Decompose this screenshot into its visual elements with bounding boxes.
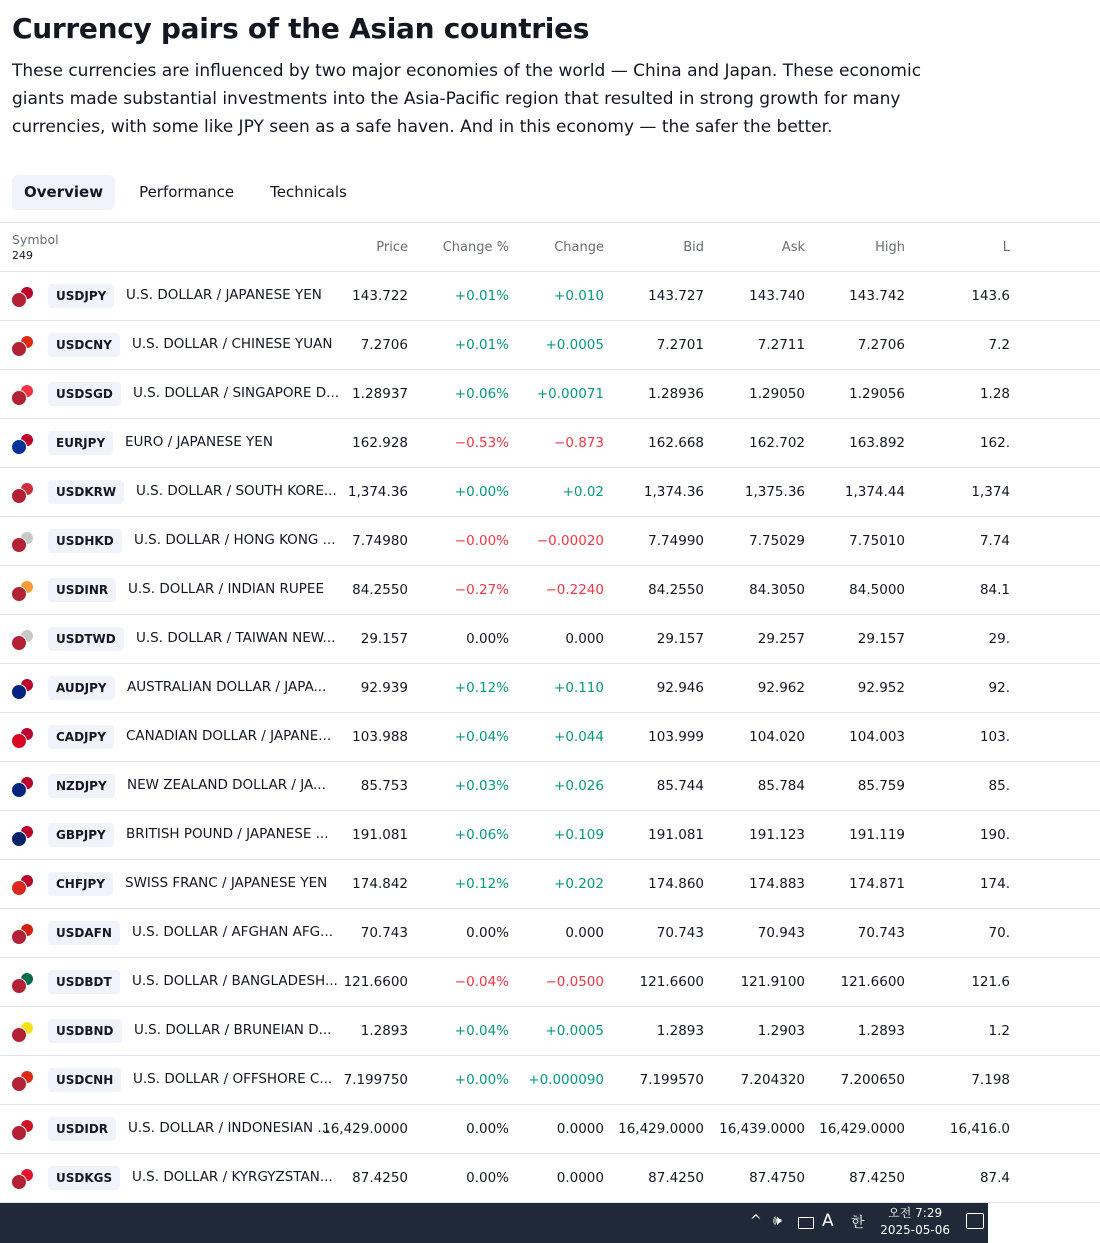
windows-taskbar bbox=[0, 1203, 988, 1243]
ask-cell: 92.962 bbox=[757, 680, 805, 696]
ask-cell: 85.784 bbox=[757, 778, 805, 794]
tab-technicals[interactable]: Technicals bbox=[270, 183, 347, 201]
price-cell: 121.6600 bbox=[343, 974, 408, 990]
currency-flags bbox=[11, 1021, 37, 1043]
column-header-low[interactable]: L bbox=[1002, 240, 1010, 255]
table-row[interactable] bbox=[0, 370, 1100, 419]
high-cell: 85.759 bbox=[857, 778, 905, 794]
ask-cell: 104.020 bbox=[749, 729, 805, 745]
change-pct-cell: −0.27% bbox=[454, 582, 509, 598]
pair-description[interactable]: CANADIAN DOLLAR / JAPANE... bbox=[126, 728, 332, 744]
high-cell: 70.743 bbox=[857, 925, 905, 941]
currency-flags bbox=[11, 1119, 37, 1141]
high-cell: 1,374.44 bbox=[844, 484, 905, 500]
low-cell: 84.1 bbox=[979, 582, 1010, 598]
pair-description[interactable]: U.S. DOLLAR / HONG KONG ... bbox=[134, 532, 336, 548]
pair-description[interactable]: U.S. DOLLAR / SOUTH KORE... bbox=[136, 483, 337, 499]
high-cell: 92.952 bbox=[857, 680, 905, 696]
change-cell: 0.000 bbox=[565, 925, 604, 941]
base-currency-flag-icon bbox=[11, 390, 27, 406]
base-currency-flag-icon bbox=[11, 537, 27, 553]
bid-cell: 7.2701 bbox=[656, 337, 704, 353]
high-cell: 191.119 bbox=[849, 827, 905, 843]
price-cell: 1.2893 bbox=[360, 1023, 408, 1039]
ask-cell: 7.75029 bbox=[749, 533, 805, 549]
currency-table bbox=[0, 222, 1010, 1203]
base-currency-flag-icon bbox=[11, 978, 27, 994]
low-cell: 7.74 bbox=[979, 533, 1010, 549]
table-row[interactable] bbox=[0, 958, 1100, 1007]
ticker-badge[interactable]: USDSGD bbox=[48, 382, 121, 406]
low-cell: 162. bbox=[979, 435, 1010, 451]
change-cell: +0.000090 bbox=[528, 1072, 604, 1088]
ticker-badge[interactable]: USDIDR bbox=[48, 1117, 116, 1141]
ask-cell: 1.2903 bbox=[757, 1023, 805, 1039]
ticker-badge[interactable]: USDKRW bbox=[48, 480, 124, 504]
bid-cell: 92.946 bbox=[656, 680, 704, 696]
tab-performance[interactable]: Performance bbox=[139, 183, 235, 201]
table-row[interactable] bbox=[0, 1105, 1100, 1154]
pair-description[interactable]: U.S. DOLLAR / SINGAPORE D... bbox=[133, 385, 340, 401]
volume-icon[interactable]: 🕪 bbox=[773, 1213, 782, 1229]
currency-flags bbox=[11, 286, 37, 308]
pair-description[interactable]: U.S. DOLLAR / KYRGYZSTAN... bbox=[132, 1169, 333, 1185]
change-cell: +0.0005 bbox=[545, 337, 604, 353]
ask-cell: 7.2711 bbox=[757, 337, 805, 353]
high-cell: 7.2706 bbox=[857, 337, 905, 353]
change-pct-cell: +0.12% bbox=[454, 680, 509, 696]
change-pct-cell: +0.01% bbox=[454, 337, 509, 353]
ticker-badge[interactable]: CHFJPY bbox=[48, 872, 113, 896]
ticker-badge[interactable]: CADJPY bbox=[48, 725, 114, 749]
change-pct-cell: −0.00% bbox=[454, 533, 509, 549]
price-cell: 92.939 bbox=[360, 680, 408, 696]
ticker-badge[interactable]: GBPJPY bbox=[48, 823, 114, 847]
price-cell: 7.2706 bbox=[360, 337, 408, 353]
currency-flags bbox=[11, 972, 37, 994]
low-cell: 121.6 bbox=[971, 974, 1010, 990]
low-cell: 174. bbox=[979, 876, 1010, 892]
currency-flags bbox=[11, 531, 37, 553]
change-cell: −0.2240 bbox=[545, 582, 604, 598]
low-cell: 7.198 bbox=[971, 1072, 1010, 1088]
ask-cell: 16,439.0000 bbox=[719, 1121, 805, 1137]
price-cell: 85.753 bbox=[360, 778, 408, 794]
notification-icon[interactable] bbox=[966, 1213, 984, 1229]
bid-cell: 1,374.36 bbox=[643, 484, 704, 500]
change-cell: +0.02 bbox=[562, 484, 604, 500]
change-cell: 0.0000 bbox=[556, 1121, 604, 1137]
high-cell: 7.200650 bbox=[840, 1072, 905, 1088]
price-cell: 16,429.0000 bbox=[322, 1121, 408, 1137]
column-header-ask[interactable]: Ask bbox=[781, 240, 805, 255]
price-cell: 1,374.36 bbox=[347, 484, 408, 500]
change-cell: +0.110 bbox=[554, 680, 604, 696]
table-row[interactable] bbox=[0, 713, 1100, 762]
table-row[interactable] bbox=[0, 664, 1100, 713]
pair-description[interactable]: EURO / JAPANESE YEN bbox=[125, 434, 273, 450]
base-currency-flag-icon bbox=[11, 1027, 27, 1043]
currency-flags bbox=[11, 874, 37, 896]
high-cell: 16,429.0000 bbox=[819, 1121, 905, 1137]
currency-flags bbox=[11, 727, 37, 749]
base-currency-flag-icon bbox=[11, 880, 27, 896]
ticker-badge[interactable]: NZDJPY bbox=[48, 774, 115, 798]
base-currency-flag-icon bbox=[11, 684, 27, 700]
bid-cell: 191.081 bbox=[648, 827, 704, 843]
table-row[interactable] bbox=[0, 811, 1100, 860]
bid-cell: 85.744 bbox=[656, 778, 704, 794]
change-cell: −0.00020 bbox=[536, 533, 604, 549]
change-cell: +0.010 bbox=[554, 288, 604, 304]
ask-cell: 143.740 bbox=[749, 288, 805, 304]
symbol-count: 249 bbox=[12, 249, 33, 262]
pair-description[interactable]: U.S. DOLLAR / AFGHAN AFG... bbox=[132, 924, 334, 940]
pair-description[interactable]: NEW ZEALAND DOLLAR / JA... bbox=[127, 777, 326, 793]
bid-cell: 7.199570 bbox=[639, 1072, 704, 1088]
change-pct-cell: +0.03% bbox=[454, 778, 509, 794]
pair-description[interactable]: U.S. DOLLAR / BANGLADESH... bbox=[132, 973, 338, 989]
table-row[interactable] bbox=[0, 762, 1100, 811]
change-cell: +0.026 bbox=[554, 778, 604, 794]
ask-cell: 162.702 bbox=[749, 435, 805, 451]
bid-cell: 1.2893 bbox=[656, 1023, 704, 1039]
ask-cell: 1,375.36 bbox=[744, 484, 805, 500]
ask-cell: 84.3050 bbox=[749, 582, 805, 598]
low-cell: 16,416.0 bbox=[949, 1121, 1010, 1137]
price-cell: 87.4250 bbox=[352, 1170, 408, 1186]
low-cell: 70. bbox=[988, 925, 1010, 941]
pair-description[interactable]: BRITISH POUND / JAPANESE ... bbox=[126, 826, 329, 842]
show-hidden-icons-chevron-icon[interactable]: ^ bbox=[750, 1213, 762, 1229]
tab-overview[interactable]: Overview bbox=[12, 175, 115, 210]
bid-cell: 70.743 bbox=[656, 925, 704, 941]
base-currency-flag-icon bbox=[11, 929, 27, 945]
currency-flags bbox=[11, 825, 37, 847]
base-currency-flag-icon bbox=[11, 635, 27, 651]
currency-flags bbox=[11, 678, 37, 700]
bid-cell: 84.2550 bbox=[648, 582, 704, 598]
table-row[interactable] bbox=[0, 517, 1100, 566]
base-currency-flag-icon bbox=[11, 1174, 27, 1190]
ticker-badge[interactable]: USDBDT bbox=[48, 970, 120, 994]
price-cell: 143.722 bbox=[352, 288, 408, 304]
column-header-high[interactable]: High bbox=[875, 240, 905, 255]
pair-description[interactable]: SWISS FRANC / JAPANESE YEN bbox=[125, 875, 328, 891]
ticker-badge[interactable]: USDINR bbox=[48, 578, 116, 602]
price-cell: 84.2550 bbox=[352, 582, 408, 598]
price-cell: 7.199750 bbox=[343, 1072, 408, 1088]
low-cell: 1.2 bbox=[988, 1023, 1010, 1039]
ask-cell: 70.943 bbox=[757, 925, 805, 941]
ticker-badge[interactable]: USDCNY bbox=[48, 333, 120, 357]
base-currency-flag-icon bbox=[11, 439, 27, 455]
high-cell: 84.5000 bbox=[849, 582, 905, 598]
table-header bbox=[0, 222, 1100, 272]
price-cell: 191.081 bbox=[352, 827, 408, 843]
column-header-bid[interactable]: Bid bbox=[683, 240, 704, 255]
bid-cell: 7.74990 bbox=[648, 533, 704, 549]
base-currency-flag-icon bbox=[11, 1076, 27, 1092]
pair-description[interactable]: U.S. DOLLAR / BRUNEIAN D... bbox=[134, 1022, 332, 1038]
bid-cell: 1.28936 bbox=[648, 386, 704, 402]
change-pct-cell: +0.06% bbox=[454, 827, 509, 843]
pair-description[interactable]: U.S. DOLLAR / OFFSHORE C... bbox=[133, 1071, 333, 1087]
change-pct-cell: −0.53% bbox=[454, 435, 509, 451]
high-cell: 174.871 bbox=[849, 876, 905, 892]
currency-flags bbox=[11, 433, 37, 455]
ticker-badge[interactable]: AUDJPY bbox=[48, 676, 115, 700]
table-row[interactable] bbox=[0, 615, 1100, 664]
pair-description[interactable]: U.S. DOLLAR / JAPANESE YEN bbox=[126, 287, 322, 303]
table-row[interactable] bbox=[0, 566, 1100, 615]
ask-cell: 191.123 bbox=[749, 827, 805, 843]
ask-cell: 174.883 bbox=[749, 876, 805, 892]
currency-flags bbox=[11, 482, 37, 504]
low-cell: 85. bbox=[988, 778, 1010, 794]
change-pct-cell: 0.00% bbox=[466, 925, 509, 941]
change-cell: +0.044 bbox=[554, 729, 604, 745]
low-cell: 29. bbox=[988, 631, 1010, 647]
table-row[interactable] bbox=[0, 272, 1100, 321]
ticker-badge[interactable]: USDBND bbox=[48, 1019, 122, 1043]
page-title: Currency pairs of the Asian countries bbox=[12, 12, 590, 45]
high-cell: 1.29056 bbox=[849, 386, 905, 402]
clock-date: 2025-05-06 bbox=[880, 1223, 950, 1237]
price-cell: 103.988 bbox=[352, 729, 408, 745]
column-header-symbol[interactable]: Symbol bbox=[12, 232, 59, 247]
pair-description[interactable]: U.S. DOLLAR / INDIAN RUPEE bbox=[128, 581, 324, 597]
change-cell: +0.109 bbox=[554, 827, 604, 843]
ticker-badge[interactable]: EURJPY bbox=[48, 431, 113, 455]
bid-cell: 174.860 bbox=[648, 876, 704, 892]
high-cell: 7.75010 bbox=[849, 533, 905, 549]
bid-cell: 16,429.0000 bbox=[618, 1121, 704, 1137]
change-pct-cell: +0.00% bbox=[454, 1072, 509, 1088]
change-cell: −0.873 bbox=[554, 435, 604, 451]
table-row[interactable] bbox=[0, 468, 1100, 517]
high-cell: 163.892 bbox=[849, 435, 905, 451]
price-cell: 162.928 bbox=[352, 435, 408, 451]
currency-flags bbox=[11, 1168, 37, 1190]
currency-flags bbox=[11, 580, 37, 602]
ime-mode-indicator[interactable]: A bbox=[822, 1211, 834, 1231]
base-currency-flag-icon bbox=[11, 733, 27, 749]
page-description: These currencies are influenced by two major economies of the world — China and Japan. These economic giants made substantial investments into the Asia-Pacific region that resulted in strong growth for many currencies, with some like JPY seen as a safe haven. And in this economy — the safer the better. bbox=[12, 61, 922, 137]
ask-cell: 87.4750 bbox=[749, 1170, 805, 1186]
high-cell: 1.2893 bbox=[857, 1023, 905, 1039]
column-header-change[interactable]: Change bbox=[554, 240, 604, 255]
change-pct-cell: +0.12% bbox=[454, 876, 509, 892]
high-cell: 143.742 bbox=[849, 288, 905, 304]
low-cell: 87.4 bbox=[979, 1170, 1010, 1186]
base-currency-flag-icon bbox=[11, 831, 27, 847]
clock-time: 오전 7:29 bbox=[888, 1206, 943, 1220]
change-pct-cell: +0.04% bbox=[454, 729, 509, 745]
low-cell: 1.28 bbox=[979, 386, 1010, 402]
low-cell: 190. bbox=[979, 827, 1010, 843]
ask-cell: 1.29050 bbox=[749, 386, 805, 402]
ask-cell: 121.9100 bbox=[740, 974, 805, 990]
table-row[interactable] bbox=[0, 321, 1100, 370]
ticker-badge[interactable]: USDHKD bbox=[48, 529, 122, 553]
change-pct-cell: 0.00% bbox=[466, 1121, 509, 1137]
currency-flags bbox=[11, 776, 37, 798]
change-pct-cell: −0.04% bbox=[454, 974, 509, 990]
table-row[interactable] bbox=[0, 1154, 1100, 1203]
change-cell: +0.0005 bbox=[545, 1023, 604, 1039]
bid-cell: 162.668 bbox=[648, 435, 704, 451]
base-currency-flag-icon bbox=[11, 292, 27, 308]
change-cell: 0.0000 bbox=[556, 1170, 604, 1186]
clock[interactable] bbox=[880, 1205, 950, 1239]
currency-flags bbox=[11, 1070, 37, 1092]
table-row[interactable] bbox=[0, 860, 1100, 909]
change-cell: 0.000 bbox=[565, 631, 604, 647]
ticker-badge[interactable]: USDKGS bbox=[48, 1166, 120, 1190]
ticker-badge[interactable]: USDTWD bbox=[48, 627, 124, 651]
base-currency-flag-icon bbox=[11, 488, 27, 504]
currency-flags bbox=[11, 629, 37, 651]
high-cell: 104.003 bbox=[849, 729, 905, 745]
bid-cell: 121.6600 bbox=[639, 974, 704, 990]
pair-description[interactable]: U.S. DOLLAR / CHINESE YUAN bbox=[132, 336, 333, 352]
ask-cell: 7.204320 bbox=[740, 1072, 805, 1088]
ticker-badge[interactable]: USDCNH bbox=[48, 1068, 121, 1092]
change-pct-cell: 0.00% bbox=[466, 631, 509, 647]
change-pct-cell: +0.04% bbox=[454, 1023, 509, 1039]
change-pct-cell: +0.01% bbox=[454, 288, 509, 304]
column-header-price[interactable]: Price bbox=[376, 240, 408, 255]
currency-flags bbox=[11, 384, 37, 406]
bid-cell: 103.999 bbox=[648, 729, 704, 745]
network-icon[interactable] bbox=[798, 1217, 814, 1229]
low-cell: 103. bbox=[979, 729, 1010, 745]
table-row[interactable] bbox=[0, 1056, 1100, 1105]
currency-flags bbox=[11, 923, 37, 945]
low-cell: 7.2 bbox=[988, 337, 1010, 353]
ticker-badge[interactable]: USDJPY bbox=[48, 284, 114, 308]
ticker-badge[interactable]: USDAFN bbox=[48, 921, 120, 945]
table-row[interactable] bbox=[0, 909, 1100, 958]
price-cell: 1.28937 bbox=[352, 386, 408, 402]
high-cell: 87.4250 bbox=[849, 1170, 905, 1186]
ime-language-indicator[interactable]: 한 bbox=[851, 1215, 865, 1231]
price-cell: 174.842 bbox=[352, 876, 408, 892]
bid-cell: 143.727 bbox=[648, 288, 704, 304]
change-pct-cell: +0.06% bbox=[454, 386, 509, 402]
low-cell: 143.6 bbox=[971, 288, 1010, 304]
low-cell: 92. bbox=[988, 680, 1010, 696]
column-header-change-pct[interactable]: Change % bbox=[442, 240, 509, 255]
pair-description[interactable]: U.S. DOLLAR / TAIWAN NEW... bbox=[136, 630, 336, 646]
price-cell: 7.74980 bbox=[352, 533, 408, 549]
price-cell: 29.157 bbox=[360, 631, 408, 647]
base-currency-flag-icon bbox=[11, 1125, 27, 1141]
currency-flags bbox=[11, 335, 37, 357]
table-row[interactable] bbox=[0, 419, 1100, 468]
high-cell: 29.157 bbox=[857, 631, 905, 647]
base-currency-flag-icon bbox=[11, 586, 27, 602]
change-pct-cell: +0.00% bbox=[454, 484, 509, 500]
tab-bar bbox=[12, 175, 371, 210]
pair-description[interactable]: U.S. DOLLAR / INDONESIAN ... bbox=[128, 1120, 331, 1136]
change-cell: −0.0500 bbox=[545, 974, 604, 990]
base-currency-flag-icon bbox=[11, 782, 27, 798]
change-cell: +0.00071 bbox=[536, 386, 604, 402]
base-currency-flag-icon bbox=[11, 341, 27, 357]
bid-cell: 29.157 bbox=[656, 631, 704, 647]
high-cell: 121.6600 bbox=[840, 974, 905, 990]
price-cell: 70.743 bbox=[360, 925, 408, 941]
ask-cell: 29.257 bbox=[757, 631, 805, 647]
bid-cell: 87.4250 bbox=[648, 1170, 704, 1186]
low-cell: 1,374 bbox=[971, 484, 1010, 500]
change-pct-cell: 0.00% bbox=[466, 1170, 509, 1186]
table-row[interactable] bbox=[0, 1007, 1100, 1056]
change-cell: +0.202 bbox=[554, 876, 604, 892]
pair-description[interactable]: AUSTRALIAN DOLLAR / JAPA... bbox=[127, 679, 327, 695]
